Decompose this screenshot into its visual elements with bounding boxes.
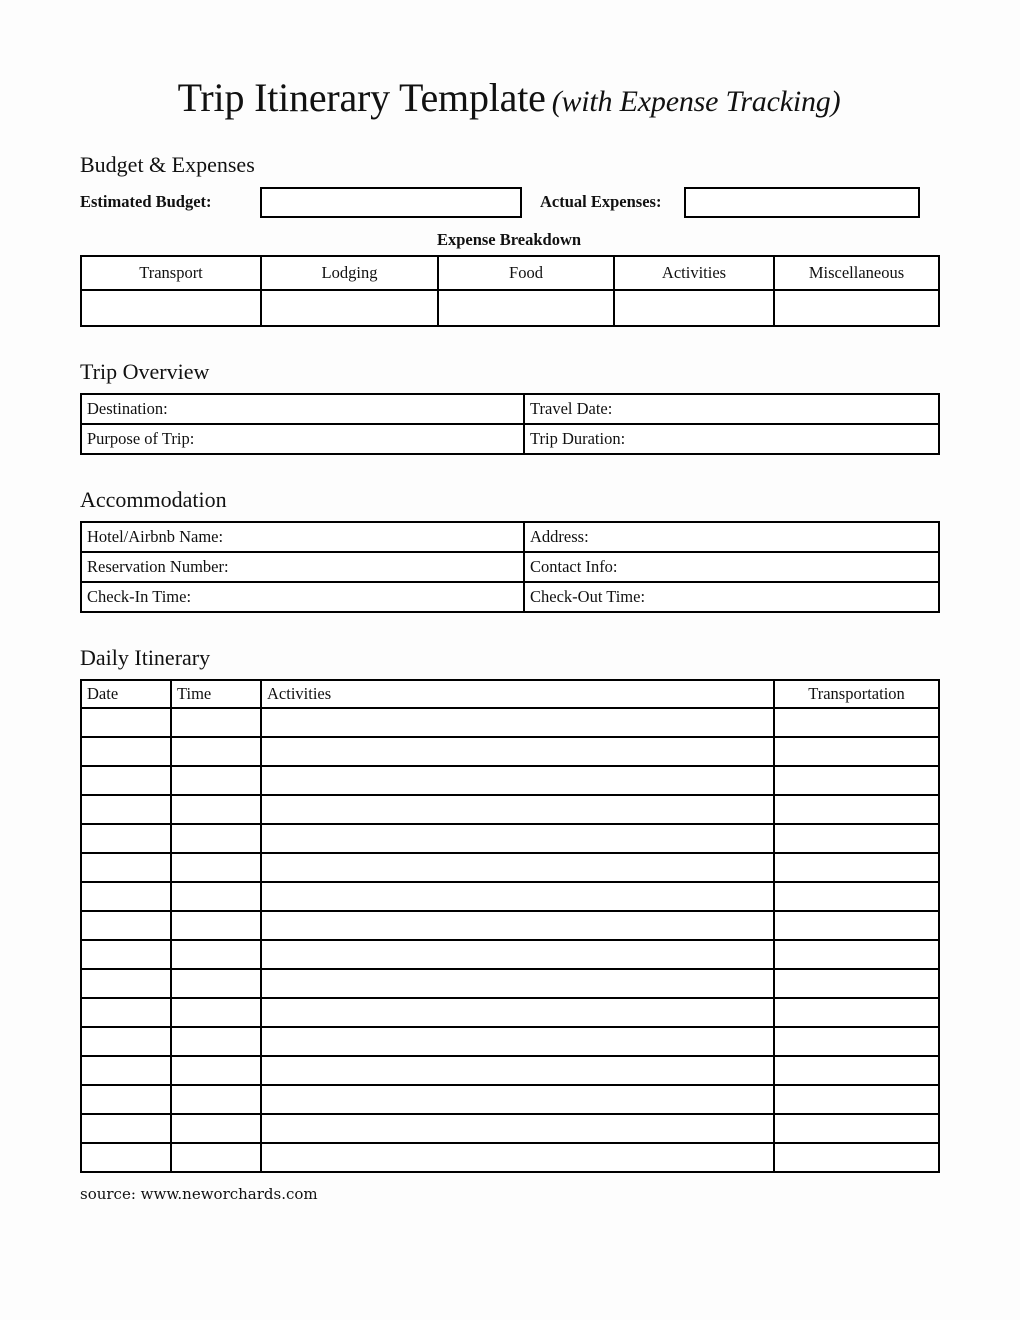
itinerary-cell-transportation[interactable] <box>774 969 939 998</box>
source-credit: source: www.neworchards.com <box>80 1184 318 1203</box>
itinerary-cell-time[interactable] <box>171 940 261 969</box>
itinerary-cell-transportation[interactable] <box>774 708 939 737</box>
itinerary-cell-transportation[interactable] <box>774 998 939 1027</box>
accommodation-row <box>81 522 939 552</box>
itinerary-cell-time[interactable] <box>171 708 261 737</box>
accommodation-row <box>81 582 939 612</box>
itinerary-cell-date[interactable] <box>81 882 171 911</box>
page-title-main: Trip Itinerary Template <box>177 75 546 120</box>
itinerary-cell-transportation[interactable] <box>774 1143 939 1172</box>
itinerary-cell-activities[interactable] <box>261 998 774 1027</box>
section-heading-daily-itinerary: Daily Itinerary <box>80 644 211 670</box>
itinerary-cell-transportation[interactable] <box>774 1114 939 1143</box>
table-row <box>81 1027 939 1056</box>
estimated-budget-label: Estimated Budget: <box>80 192 212 211</box>
expense-breakdown-header-row <box>81 256 939 290</box>
itinerary-cell-activities[interactable] <box>261 1027 774 1056</box>
document-content <box>80 0 938 1202</box>
table-row <box>81 1056 939 1085</box>
expense-breakdown-table <box>80 255 940 327</box>
itinerary-cell-time[interactable] <box>171 824 261 853</box>
expense-column-header-activities: Activities <box>614 256 774 290</box>
itinerary-cell-time[interactable] <box>171 1143 261 1172</box>
itinerary-cell-activities[interactable] <box>261 1085 774 1114</box>
expense-column-header-miscellaneous: Miscellaneous <box>774 256 939 290</box>
actual-expenses-input[interactable] <box>684 187 920 218</box>
table-row <box>81 1143 939 1172</box>
table-row <box>81 998 939 1027</box>
table-row <box>81 940 939 969</box>
accommodation-cell-contact-info[interactable]: Contact Info: <box>524 552 939 582</box>
itinerary-cell-activities[interactable] <box>261 737 774 766</box>
itinerary-cell-activities[interactable] <box>261 708 774 737</box>
itinerary-cell-transportation[interactable] <box>774 1027 939 1056</box>
expense-column-header-transport: Transport <box>81 256 261 290</box>
daily-itinerary-body <box>81 708 939 1172</box>
accommodation-cell-hotel-name[interactable]: Hotel/Airbnb Name: <box>81 522 524 552</box>
itinerary-cell-date[interactable] <box>81 708 171 737</box>
trip-overview-cell-trip-duration[interactable]: Trip Duration: <box>524 424 939 454</box>
expense-value-activities[interactable] <box>614 290 774 326</box>
accommodation-row <box>81 552 939 582</box>
itinerary-cell-activities[interactable] <box>261 1056 774 1085</box>
budget-fields-row <box>80 186 938 218</box>
itinerary-cell-transportation[interactable] <box>774 940 939 969</box>
itinerary-cell-activities[interactable] <box>261 853 774 882</box>
trip-overview-cell-purpose[interactable]: Purpose of Trip: <box>81 424 524 454</box>
itinerary-cell-transportation[interactable] <box>774 853 939 882</box>
table-row <box>81 824 939 853</box>
itinerary-cell-time[interactable] <box>171 882 261 911</box>
itinerary-cell-activities[interactable] <box>261 824 774 853</box>
itinerary-cell-transportation[interactable] <box>774 1056 939 1085</box>
itinerary-cell-time[interactable] <box>171 1085 261 1114</box>
accommodation-cell-check-out-time[interactable]: Check-Out Time: <box>524 582 939 612</box>
itinerary-cell-time[interactable] <box>171 1056 261 1085</box>
itinerary-cell-time[interactable] <box>171 969 261 998</box>
itinerary-cell-date[interactable] <box>81 766 171 795</box>
itinerary-cell-date[interactable] <box>81 911 171 940</box>
estimated-budget-input[interactable] <box>260 187 522 218</box>
section-heading-trip-overview: Trip Overview <box>80 358 210 384</box>
expense-value-miscellaneous[interactable] <box>774 290 939 326</box>
itinerary-cell-date[interactable] <box>81 1056 171 1085</box>
expense-value-transport[interactable] <box>81 290 261 326</box>
itinerary-cell-time[interactable] <box>171 737 261 766</box>
itinerary-cell-date[interactable] <box>81 969 171 998</box>
table-row <box>81 882 939 911</box>
table-row <box>81 969 939 998</box>
itinerary-cell-activities[interactable] <box>261 1114 774 1143</box>
itinerary-cell-date[interactable] <box>81 1085 171 1114</box>
table-row <box>81 1114 939 1143</box>
itinerary-column-header-activities: Activities <box>261 680 774 708</box>
itinerary-cell-time[interactable] <box>171 766 261 795</box>
accommodation-cell-address[interactable]: Address: <box>524 522 939 552</box>
section-heading-budget: Budget & Expenses <box>80 152 255 177</box>
itinerary-cell-activities[interactable] <box>261 882 774 911</box>
itinerary-column-header-transportation: Transportation <box>774 680 939 708</box>
itinerary-cell-time[interactable] <box>171 853 261 882</box>
itinerary-cell-transportation[interactable] <box>774 911 939 940</box>
expense-value-lodging[interactable] <box>261 290 438 326</box>
expense-value-food[interactable] <box>438 290 614 326</box>
itinerary-cell-transportation[interactable] <box>774 824 939 853</box>
itinerary-cell-activities[interactable] <box>261 911 774 940</box>
table-row <box>81 853 939 882</box>
itinerary-cell-activities[interactable] <box>261 1143 774 1172</box>
itinerary-cell-date[interactable] <box>81 940 171 969</box>
itinerary-cell-transportation[interactable] <box>774 1085 939 1114</box>
trip-overview-cell-destination[interactable]: Destination: <box>81 394 524 424</box>
itinerary-cell-date[interactable] <box>81 824 171 853</box>
expense-breakdown-value-row <box>81 290 939 326</box>
itinerary-cell-date[interactable] <box>81 998 171 1027</box>
itinerary-cell-date[interactable] <box>81 1027 171 1056</box>
itinerary-cell-date[interactable] <box>81 853 171 882</box>
trip-overview-cell-travel-date[interactable]: Travel Date: <box>524 394 939 424</box>
itinerary-cell-date[interactable] <box>81 795 171 824</box>
trip-overview-table <box>80 393 940 455</box>
expense-column-header-lodging: Lodging <box>261 256 438 290</box>
accommodation-cell-reservation-number[interactable]: Reservation Number: <box>81 552 524 582</box>
expense-breakdown-subheading: Expense Breakdown <box>436 230 582 249</box>
itinerary-cell-activities[interactable] <box>261 795 774 824</box>
itinerary-column-header-date: Date <box>81 680 171 708</box>
itinerary-cell-date[interactable] <box>81 1114 171 1143</box>
actual-expenses-label: Actual Expenses: <box>540 192 662 211</box>
table-row <box>81 911 939 940</box>
itinerary-cell-time[interactable] <box>171 795 261 824</box>
table-row <box>81 737 939 766</box>
table-row <box>81 708 939 737</box>
daily-itinerary-header-row <box>81 680 939 708</box>
trip-overview-row <box>81 394 939 424</box>
accommodation-cell-check-in-time[interactable]: Check-In Time: <box>81 582 524 612</box>
trip-overview-row <box>81 424 939 454</box>
itinerary-cell-time[interactable] <box>171 998 261 1027</box>
page-title-subtitle: (with Expense Tracking) <box>551 85 841 118</box>
itinerary-column-header-time: Time <box>171 680 261 708</box>
itinerary-cell-activities[interactable] <box>261 969 774 998</box>
table-row <box>81 766 939 795</box>
itinerary-cell-activities[interactable] <box>261 766 774 795</box>
section-heading-accommodation: Accommodation <box>80 486 227 512</box>
table-row <box>81 795 939 824</box>
itinerary-cell-transportation[interactable] <box>774 795 939 824</box>
itinerary-cell-time[interactable] <box>171 1027 261 1056</box>
table-row <box>81 1085 939 1114</box>
accommodation-table <box>80 521 940 613</box>
daily-itinerary-table <box>80 679 940 1173</box>
itinerary-cell-time[interactable] <box>171 1114 261 1143</box>
itinerary-cell-transportation[interactable] <box>774 737 939 766</box>
itinerary-cell-transportation[interactable] <box>774 766 939 795</box>
itinerary-cell-transportation[interactable] <box>774 882 939 911</box>
page-title <box>80 0 938 120</box>
itinerary-cell-activities[interactable] <box>261 940 774 969</box>
expense-column-header-food: Food <box>438 256 614 290</box>
itinerary-cell-time[interactable] <box>171 911 261 940</box>
itinerary-cell-date[interactable] <box>81 1143 171 1172</box>
itinerary-cell-date[interactable] <box>81 737 171 766</box>
